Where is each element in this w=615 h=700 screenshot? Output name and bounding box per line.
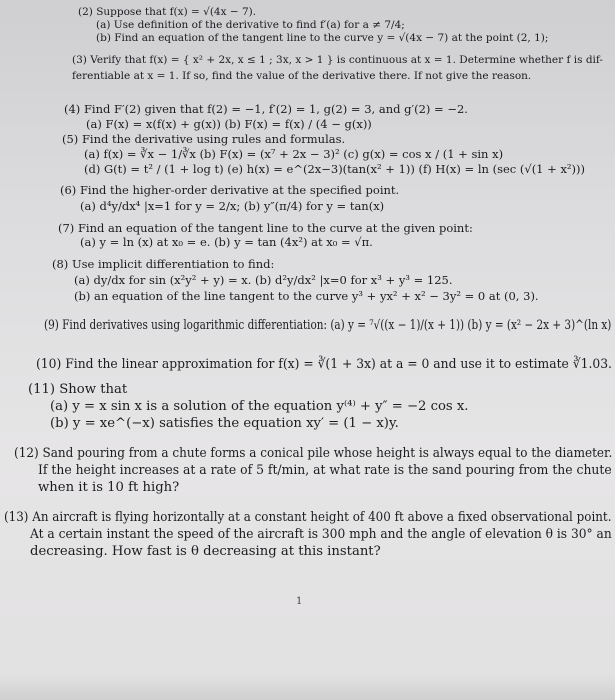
problem-9-statement: (9) Find derivatives using logarithmic differentiation: (a) y = ⁷√((x − 1)/(x + 1)) (b) y = (x² − 2x + 3)^(ln x) [44,317,612,332]
problem-10-statement: (10) Find the linear approximation for f(x) = ∛(1 + 3x) at a = 0 and use it to estimate ∛1.03. [36,357,612,372]
problem-13-continued-2: decreasing. How fast is θ decreasing at this instant? [30,544,381,559]
problem-5-row-2: (d) G(t) = t² / (1 + log t) (e) h(x) = e^(2x−3)(tan(x² + 1)) (f) H(x) = ln (sec (√(1 + x²))) [84,162,585,176]
problem-12-continued-2: when it is 10 ft high? [38,480,180,495]
problem-3-statement: (3) Verify that f(x) = { x² + 2x, x ≤ 1 ; 3x, x > 1 } is continuous at x = 1. Determine whether f is dif- [72,54,603,66]
problem-6-statement: (6) Find the higher-order derivative at the specified point. [60,183,400,197]
problem-2b: (b) Find an equation of the tangent line to the curve y = √(4x − 7) at the point (2, 1); [96,32,549,44]
problem-6-parts: (a) d⁴y/dx⁴ |x=1 for y = 2/x; (b) y″(π/4) for y = tan(x) [80,199,385,213]
problem-13-statement: (13) An aircraft is flying horizontally at a constant height of 400 ft above a fixed observational point. [4,510,612,525]
problem-7-parts: (a) y = ln (x) at x₀ = e. (b) y = tan (4x²) at x₀ = √π. [80,235,373,249]
problem-12-continued-1: If the height increases at a rate of 5 ft/min, at what rate is the sand pouring from the chute [38,463,612,478]
problem-11a: (a) y = x sin x is a solution of the equation y⁽⁴⁾ + y″ = −2 cos x. [50,399,469,414]
problem-12-statement: (12) Sand pouring from a chute forms a conical pile whose height is always equal to the diameter. [14,446,613,461]
problem-11-statement: (11) Show that [28,382,128,397]
problem-2a: (a) Use definition of the derivative to find f′(a) for a ≠ 7/4; [96,19,405,31]
page-shadow [0,674,615,700]
problem-5-row-1: (a) f(x) = ∛x − 1/∛x (b) F(x) = (x⁷ + 2x − 3)² (c) g(x) = cos x / (1 + sin x) [84,147,504,161]
problem-4-statement: (4) Find F′(2) given that f(2) = −1, f′(2) = 1, g(2) = 3, and g′(2) = −2. [64,102,468,116]
problem-5-statement: (5) Find the derivative using rules and formulas. [62,132,346,146]
page-number: 1 [296,596,303,607]
problem-8-statement: (8) Use implicit differentiation to find: [52,257,275,271]
problem-4-parts: (a) F(x) = x(f(x) + g(x)) (b) F(x) = f(x) / (4 − g(x)) [86,117,372,131]
problem-13-continued-1: At a certain instant the speed of the aircraft is 300 mph and the angle of elevation θ is 30° an [30,527,612,542]
problem-7-statement: (7) Find an equation of the tangent line to the curve at the given point: [58,221,473,235]
problem-8-part-a: (a) dy/dx for sin (x²y² + y) = x. (b) d²y/dx² |x=0 for x³ + y³ = 125. [74,273,453,287]
problem-3-continued: ferentiable at x = 1. If so, find the value of the derivative there. If not give the reason. [72,70,532,82]
problem-8-part-b: (b) an equation of the line tangent to the curve y³ + yx² + x² − 3y² = 0 at (0, 3). [74,289,539,303]
problem-11b: (b) y = xe^(−x) satisfies the equation xy′ = (1 − x)y. [50,416,399,431]
problem-2-statement: (2) Suppose that f(x) = √(4x − 7). [78,6,257,18]
